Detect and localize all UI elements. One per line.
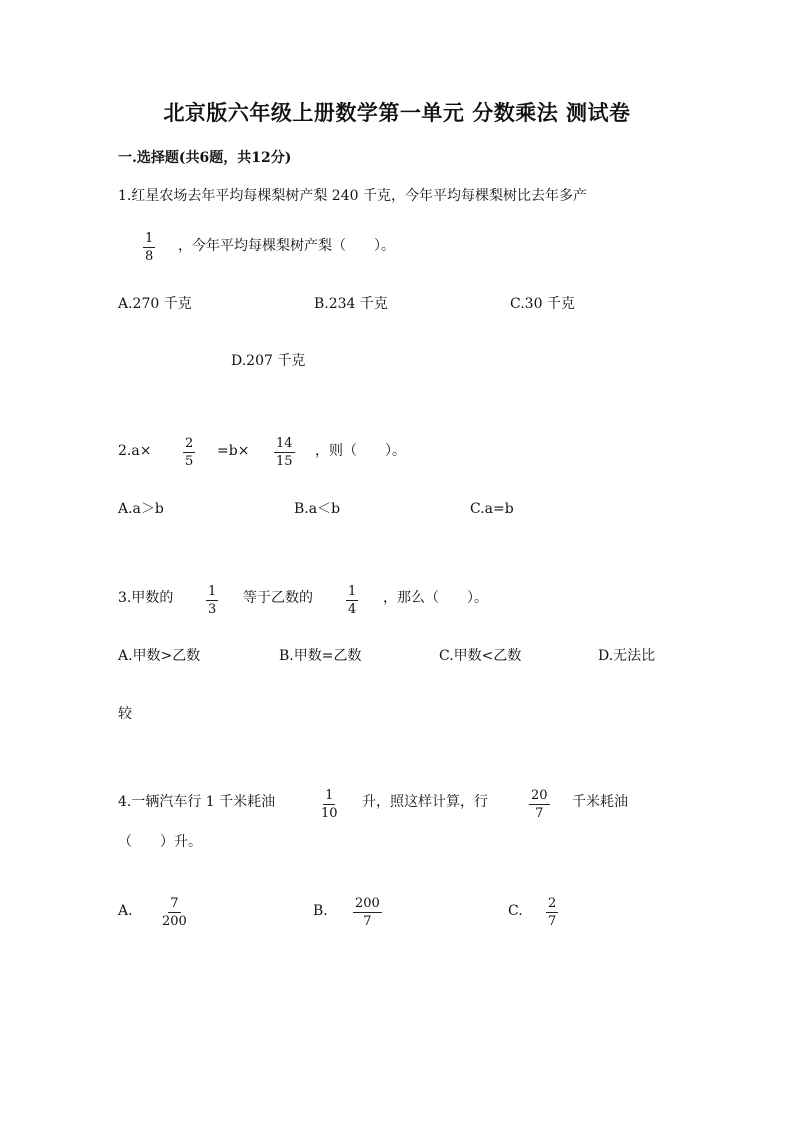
question-1-option-a[interactable]: A.270 千克 (118, 296, 192, 312)
question-3-suffix: ，那么（ ）。 (383, 590, 488, 606)
fraction-numerator: 2 (548, 896, 557, 911)
question-3-option-a[interactable]: A.甲数>乙数 (118, 648, 201, 664)
fraction-numerator: 1 (348, 584, 357, 599)
question-4-mid: 升，照这样计算，行 (362, 794, 488, 810)
fraction-denominator: 7 (363, 914, 372, 929)
question-4-option-b-fraction[interactable] (353, 896, 382, 929)
fraction-numerator: 1 (145, 231, 154, 246)
question-3-option-d[interactable]: D.无法比 (598, 648, 656, 664)
fraction-numerator: 1 (325, 788, 334, 803)
question-2-mid: =b× (217, 443, 250, 459)
fraction-denominator: 8 (145, 249, 154, 264)
question-3-option-c[interactable]: C.甲数<乙数 (439, 648, 522, 664)
question-4-stem-cont: （ ）升。 (118, 834, 202, 850)
question-1-option-d[interactable]: D.207 千克 (231, 353, 306, 369)
fraction-denominator: 15 (276, 454, 293, 469)
fraction-denominator: 4 (348, 602, 357, 617)
fraction-denominator: 7 (535, 806, 544, 821)
fraction-numerator: 7 (170, 896, 179, 911)
fraction-numerator: 2 (185, 436, 194, 451)
fraction-denominator: 7 (548, 914, 557, 929)
question-3-mid: 等于乙数的 (243, 590, 313, 606)
question-4-option-a-fraction[interactable] (160, 896, 189, 929)
fraction-numerator: 14 (276, 436, 293, 451)
question-2-suffix: ，则（ ）。 (315, 443, 406, 459)
question-1-fraction (143, 231, 155, 264)
fraction-numerator: 200 (355, 896, 380, 911)
question-4-option-c-fraction[interactable] (546, 896, 558, 929)
question-2-fraction-2 (274, 436, 295, 469)
question-1-stem: 1.红星农场去年平均每棵梨树产梨 240 千克，今年平均每棵梨树比去年多产 (118, 188, 587, 204)
question-1-option-b[interactable]: B.234 千克 (314, 296, 388, 312)
question-4-option-c-label[interactable]: C. (508, 903, 523, 919)
question-4-fraction-2 (529, 788, 550, 821)
question-1-stem-cont: ，今年平均每棵梨树产梨（ ）。 (178, 238, 395, 254)
question-2-option-c[interactable]: C.a=b (470, 501, 514, 517)
fraction-denominator: 10 (321, 806, 338, 821)
question-4-fraction-1 (319, 788, 340, 821)
question-3-prefix: 3.甲数的 (118, 590, 174, 606)
fraction-numerator: 20 (531, 788, 548, 803)
fraction-denominator: 3 (208, 602, 217, 617)
question-2-option-b[interactable]: B.a＜b (294, 501, 341, 517)
question-2-fraction-1 (183, 436, 195, 469)
question-4-option-a-label[interactable]: A. (118, 903, 133, 919)
question-2-option-a[interactable]: A.a＞b (118, 501, 164, 517)
question-4-suffix: 千米耗油 (572, 794, 628, 810)
question-3-fraction-2 (346, 584, 358, 617)
question-4-option-b-label[interactable]: B. (313, 903, 328, 919)
question-3-option-d-cont[interactable]: 较 (118, 706, 132, 722)
fraction-denominator: 5 (185, 454, 194, 469)
fraction-numerator: 1 (208, 584, 217, 599)
question-1-option-c[interactable]: C.30 千克 (510, 296, 575, 312)
question-2-prefix: 2.a× (118, 443, 152, 459)
question-3-option-b[interactable]: B.甲数=乙数 (279, 648, 362, 664)
question-4-prefix: 4.一辆汽车行 1 千米耗油 (118, 794, 276, 810)
page-title: 北京版六年级上册数学第一单元 分数乘法 测试卷 (163, 100, 631, 125)
question-3-fraction-1 (206, 584, 218, 617)
fraction-denominator: 200 (162, 914, 187, 929)
section-heading: 一.选择题(共6题，共12分) (118, 150, 292, 166)
